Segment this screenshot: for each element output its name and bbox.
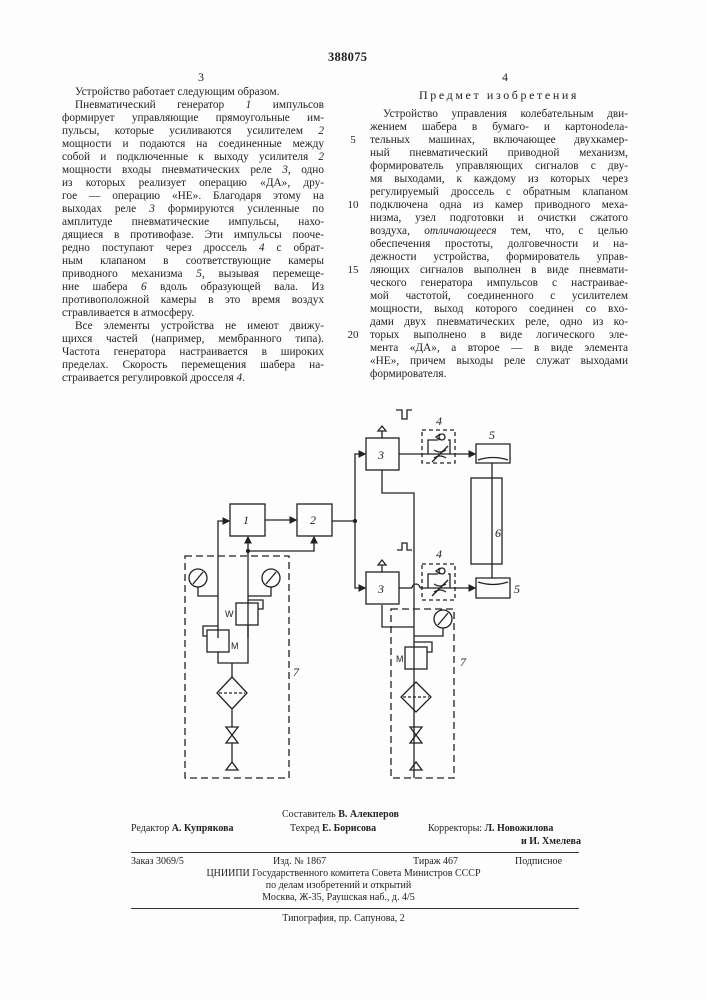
editor-name: А. Купрякова: [172, 823, 234, 834]
text-line: Устройство управления колебательным дви-: [370, 108, 628, 121]
techred-label: Техред: [290, 823, 319, 834]
patent-page: [0, 0, 707, 1000]
label-5: 5: [489, 428, 495, 442]
text-line: формирователь управляющих сигналов с дву-: [370, 160, 628, 173]
drive-top: [476, 444, 510, 463]
text-line: мощности, выход которого соединен со вхо-: [370, 303, 628, 316]
line-number: 20: [343, 329, 363, 341]
correctors: [428, 823, 553, 834]
text-line: гое — операцию «НЕ». Благодаря этому на: [62, 190, 324, 203]
text-line: дежности устройства, формирователь управ-: [370, 251, 628, 264]
divider: [131, 908, 579, 909]
valve-icon: [226, 727, 238, 743]
text-line: мя выходами, к каждому из которых через: [370, 173, 628, 186]
text-line: мощности и подаются на соединенные между: [62, 138, 324, 151]
text-line: ным клапаном в соответствующие камеры: [62, 255, 324, 268]
text-line: ческого генератора импульсов с настраивае-: [370, 277, 628, 290]
org-line-3: Москва, Ж-35, Раушская наб., д. 4/5: [0, 892, 707, 903]
label-4: 4: [436, 547, 442, 561]
text-line: Пневматический генератор 1 импульсов: [62, 99, 324, 112]
text-line: стравливается в атмосферу.: [62, 307, 324, 320]
text-line: воздуха, отличающееся тем, что, с целью: [370, 225, 628, 238]
text-line: страивается регулировкой дросселя 4.: [62, 372, 324, 385]
line-number: 5: [343, 134, 363, 146]
text-line: приводного механизма 5, вызывая перемеще-: [62, 268, 324, 281]
edition-number: Изд. № 1867: [273, 856, 326, 867]
circulation: Тираж 467: [413, 856, 458, 867]
editor-label: Редактор: [131, 823, 169, 834]
text-line: «НЕ», причем выходы реле служат выходами: [370, 355, 628, 368]
label-4: 4: [436, 414, 442, 428]
label-7: 7: [460, 655, 467, 669]
text-line: противоположной камеры в это время воздух: [62, 294, 324, 307]
text-line: ние шабера 6 вдоль образующей вала. Из: [62, 281, 324, 294]
subscription: Подписное: [515, 856, 562, 867]
label-w: W: [225, 609, 234, 619]
text-line: низма, узел подготовки и очистки сжатого: [370, 212, 628, 225]
text-line: Все элементы устройства не имеют движу-: [62, 320, 324, 333]
text-line: дами двух пневматических реле, одно из ко-: [370, 316, 628, 329]
label-m: M: [396, 654, 404, 664]
label-3: 3: [377, 448, 384, 462]
claims-heading: Предмет изобретения: [370, 88, 628, 103]
divider: [131, 852, 579, 853]
compiler-label: Составитель: [282, 809, 336, 820]
corrector-1: Л. Новожилова: [485, 823, 554, 834]
text-line: редно поступают через дроссель 4 с обрат-: [62, 242, 324, 255]
page-number-left: 3: [198, 70, 204, 85]
text-line: жением шабера в бумаго- и картоноdела-: [370, 121, 628, 134]
text-line: торых выполнено в виде логического эле-: [370, 329, 628, 342]
correctors-label: Корректоры:: [428, 823, 482, 834]
line-number: 15: [343, 264, 363, 276]
text-line: ный пневматический приводной механизм,: [370, 147, 628, 160]
text-line: обеспечения простоты, долговечности и на-: [370, 238, 628, 251]
label-6: 6: [495, 526, 501, 540]
text-line: пределах. Скорость перемещения шабера на-: [62, 359, 324, 372]
text-line: регулируемый дроссель с обратным клапаном: [370, 186, 628, 199]
valve-icon: [410, 727, 422, 743]
text-line: амплитуде пневматические импульсы, нахо-: [62, 216, 324, 229]
text-line: выходах реле 3 формируются усиленные по: [62, 203, 324, 216]
techred-name: Е. Борисова: [322, 823, 376, 834]
text-line: подключена одна из камер приводного меха-: [370, 199, 628, 212]
label-1: 1: [243, 513, 249, 527]
text-line: собой и подключенные к выходу усилителя 2: [62, 151, 324, 164]
compiler-name: В. Алекперов: [338, 809, 399, 820]
text-line: Частота генератора настраивается в широких: [62, 346, 324, 359]
air-prep-unit-right: [391, 609, 454, 778]
pneumatic-schematic: [0, 0, 707, 800]
text-line: из которых реализует операцию «ДА», дру-: [62, 177, 324, 190]
patent-number: 388075: [328, 50, 367, 65]
text-line: формирователя.: [370, 368, 628, 381]
label-2: 2: [310, 513, 316, 527]
text-line: щихся частей (например, мембранного типа).: [62, 333, 324, 346]
label-m: M: [231, 641, 239, 651]
text-line: дящиеся в противофазе. Эти импульсы пооче-: [62, 229, 324, 242]
text-line: ляющих сигналов выполнен в виде пневмати-: [370, 264, 628, 277]
page-number-right: 4: [502, 70, 508, 85]
scraper-shaft: [471, 478, 502, 564]
text-line: пульсы, которые усиливаются усилителем 2: [62, 125, 324, 138]
text-line: Устройство работает следующим образом.: [62, 86, 324, 99]
line-number: 10: [343, 199, 363, 211]
corrector-2: и И. Хмелева: [521, 836, 581, 847]
text-line: мента «ДА», а второе — в виде элемента: [370, 342, 628, 355]
text-line: мощности входы пневматических реле 3, одно: [62, 164, 324, 177]
text-line: тельных машинах, включающее двухкамер-: [370, 134, 628, 147]
drive-bottom: [476, 578, 510, 598]
printer: Типография, пр. Сапунова, 2: [0, 913, 707, 924]
label-5: 5: [514, 582, 520, 596]
order-number: Заказ 3069/5: [131, 856, 184, 867]
label-3: 3: [377, 582, 384, 596]
editor: [131, 823, 233, 834]
org-line-2: по делам изобретений и открытий: [0, 880, 707, 891]
techred: [290, 823, 376, 834]
air-prep-unit-left: [185, 556, 289, 778]
text-line: формирует управляющие прямоугольные им-: [62, 112, 324, 125]
label-7: 7: [293, 665, 300, 679]
org-line-1: ЦНИИПИ Государственного комитета Совета Министров СССР: [0, 868, 707, 879]
text-line: мой частотой, соединенного с усилителем: [370, 290, 628, 303]
compiler: [282, 809, 399, 820]
